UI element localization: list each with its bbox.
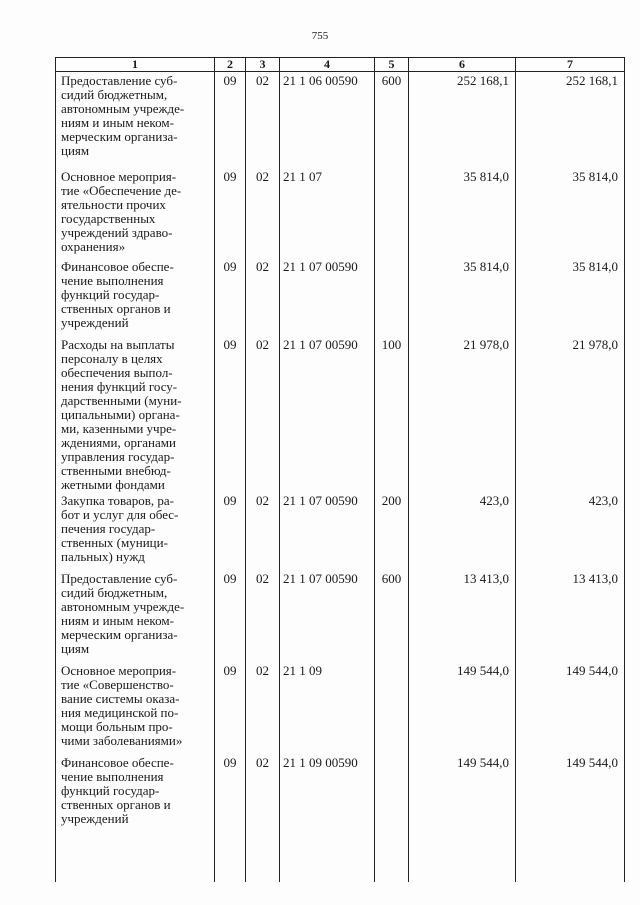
subsection-code-cell: 02	[246, 662, 280, 754]
amount-cell: 35 814,0	[409, 258, 516, 336]
expense-type-cell: 200	[375, 492, 409, 570]
target-article-cell: 21 1 07 00590	[280, 492, 375, 570]
section-code-cell: 09	[215, 258, 246, 336]
amount-cell: 252 168,1	[409, 72, 516, 168]
amount-cell: 35 814,0	[409, 168, 516, 258]
table-row	[56, 336, 625, 492]
subsection-code-cell: 02	[246, 492, 280, 570]
amount-cell: 423,0	[409, 492, 516, 570]
target-article-cell: 21 1 07 00590	[280, 258, 375, 336]
expense-type-cell	[375, 258, 409, 336]
section-code-cell: 09	[215, 492, 246, 570]
table-row	[56, 754, 625, 832]
table-row	[56, 492, 625, 570]
row-name-cell: Основное мероприя- тие «Обеспечение де- ятельности прочих государственных учреждений здраво- охранения»	[56, 168, 215, 258]
row-name-cell: Предоставление суб- сидий бюджетным, автономным учрежде- ниям и иным неком- мерческим организа- циям	[56, 72, 215, 168]
expense-type-cell	[375, 754, 409, 832]
section-code-cell: 09	[215, 570, 246, 662]
table-body	[56, 72, 625, 882]
table-header-row	[56, 58, 625, 72]
amount-cell: 13 413,0	[516, 570, 625, 662]
target-article-cell: 21 1 07 00590	[280, 336, 375, 492]
subsection-code-cell: 02	[246, 570, 280, 662]
table-row	[56, 570, 625, 662]
expense-type-cell: 600	[375, 72, 409, 168]
amount-cell: 21 978,0	[516, 336, 625, 492]
amount-cell: 13 413,0	[409, 570, 516, 662]
target-article-cell: 21 1 09	[280, 662, 375, 754]
empty-cell	[56, 832, 215, 882]
column-header: 3	[246, 58, 280, 72]
section-code-cell: 09	[215, 662, 246, 754]
row-name-cell: Предоставление суб- сидий бюджетным, автономным учрежде- ниям и иным неком- мерческим организа- циям	[56, 570, 215, 662]
amount-cell: 149 544,0	[409, 662, 516, 754]
target-article-cell: 21 1 06 00590	[280, 72, 375, 168]
table-row	[56, 168, 625, 258]
amount-cell: 35 814,0	[516, 258, 625, 336]
section-code-cell: 09	[215, 754, 246, 832]
row-name-cell: Финансовое обеспе- чение выполнения функций государ- ственных органов и учреждений	[56, 754, 215, 832]
empty-cell	[516, 832, 625, 882]
empty-cell	[280, 832, 375, 882]
amount-cell: 149 544,0	[516, 754, 625, 832]
amount-cell: 252 168,1	[516, 72, 625, 168]
table-continuation	[56, 832, 625, 882]
empty-cell	[409, 832, 516, 882]
empty-cell	[246, 832, 280, 882]
target-article-cell: 21 1 07 00590	[280, 570, 375, 662]
page-number: 755	[311, 30, 329, 42]
table-row	[56, 258, 625, 336]
expense-type-cell	[375, 662, 409, 754]
row-name-cell: Расходы на выплаты персоналу в целях обеспечения выпол- нения функций госу- дарственными (муни- ципальными) органа- ми, казенными учре- ждениями, органами управления государ- ственными внебюд- жетными фондами	[56, 336, 215, 492]
amount-cell: 21 978,0	[409, 336, 516, 492]
amount-cell: 149 544,0	[409, 754, 516, 832]
row-name-cell: Финансовое обеспе- чение выполнения функций государ- ственных органов и учреждений	[56, 258, 215, 336]
amount-cell: 149 544,0	[516, 662, 625, 754]
section-code-cell: 09	[215, 72, 246, 168]
column-header: 2	[215, 58, 246, 72]
subsection-code-cell: 02	[246, 72, 280, 168]
column-header: 7	[516, 58, 625, 72]
row-name-cell: Закупка товаров, ра- бот и услуг для обес- печения государ- ственных (муници- пальных) нужд	[56, 492, 215, 570]
expense-type-cell: 600	[375, 570, 409, 662]
empty-cell	[215, 832, 246, 882]
subsection-code-cell: 02	[246, 258, 280, 336]
budget-table	[55, 57, 625, 882]
column-header: 4	[280, 58, 375, 72]
column-header: 1	[56, 58, 215, 72]
column-header: 6	[409, 58, 516, 72]
target-article-cell: 21 1 07	[280, 168, 375, 258]
table-row	[56, 72, 625, 168]
target-article-cell: 21 1 09 00590	[280, 754, 375, 832]
section-code-cell: 09	[215, 336, 246, 492]
section-code-cell: 09	[215, 168, 246, 258]
row-name-cell: Основное мероприя- тие «Совершенство- вание системы оказа- ния медицинской по- мощи больным про- чими заболеваниями»	[56, 662, 215, 754]
amount-cell: 35 814,0	[516, 168, 625, 258]
subsection-code-cell: 02	[246, 168, 280, 258]
expense-type-cell	[375, 168, 409, 258]
subsection-code-cell: 02	[246, 336, 280, 492]
subsection-code-cell: 02	[246, 754, 280, 832]
amount-cell: 423,0	[516, 492, 625, 570]
empty-cell	[375, 832, 409, 882]
column-header: 5	[375, 58, 409, 72]
expense-type-cell: 100	[375, 336, 409, 492]
table-row	[56, 662, 625, 754]
